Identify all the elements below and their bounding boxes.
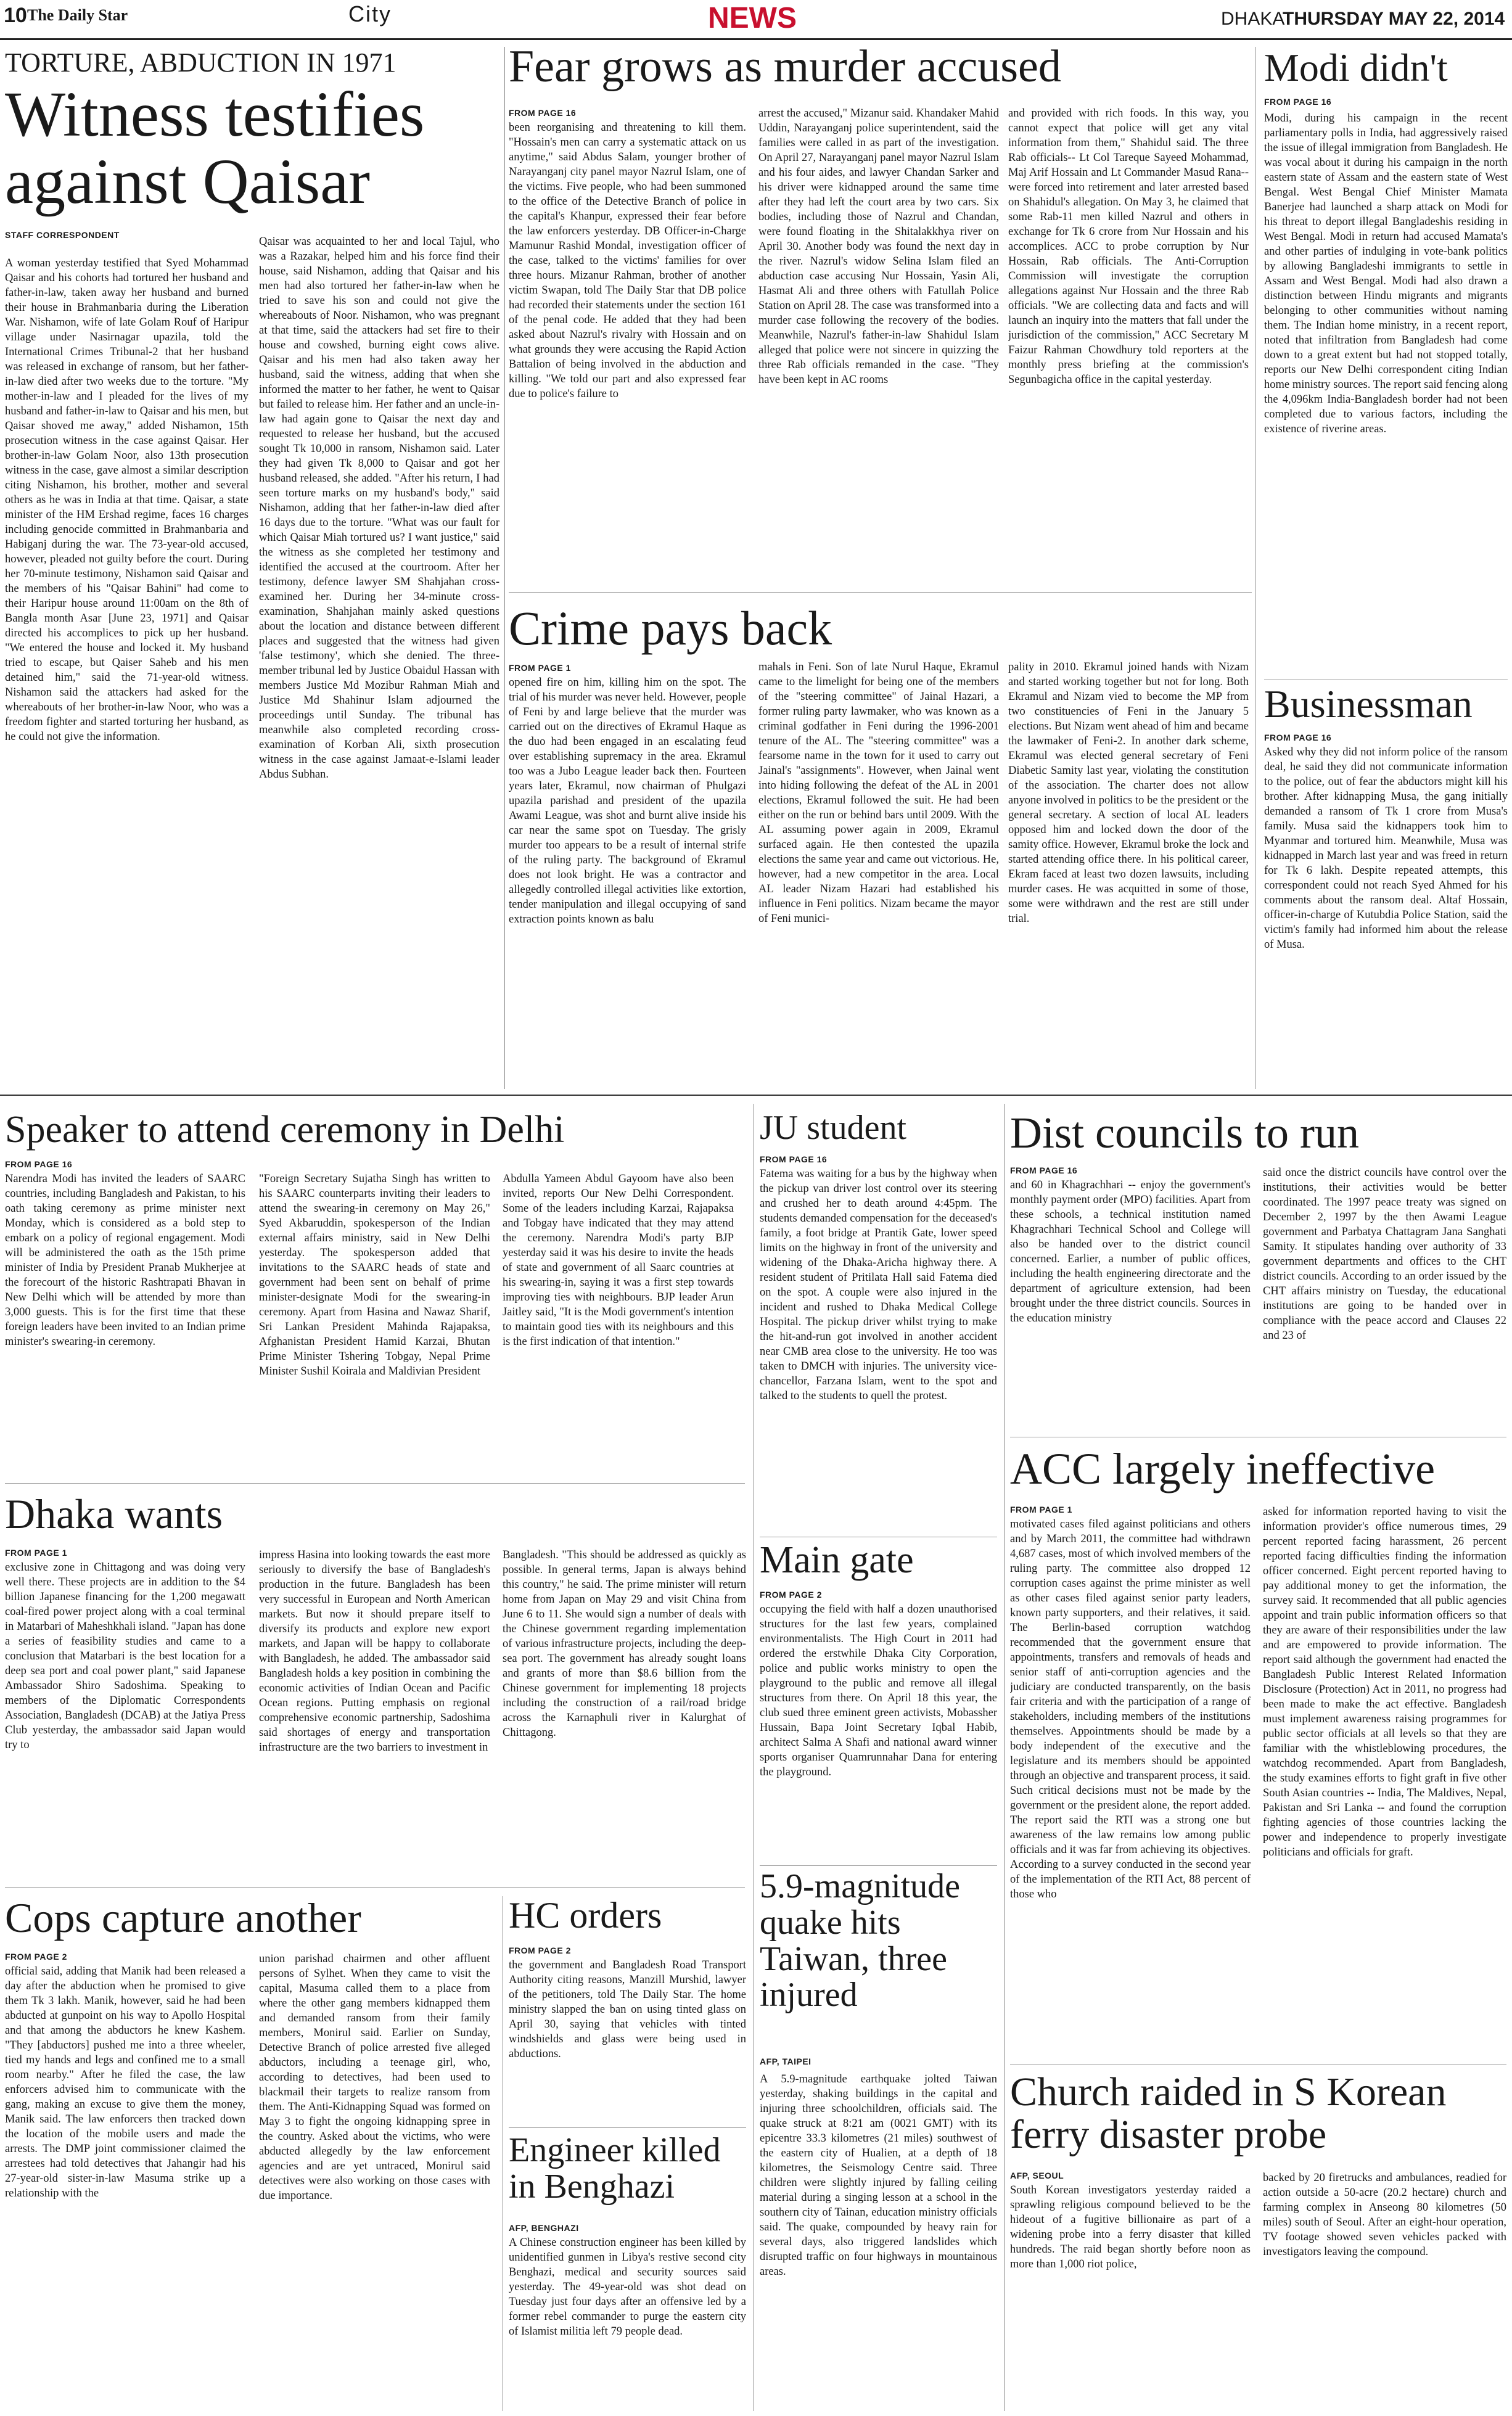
article-body: Qaisar was acquainted to her and local Tajul, who was a Razakar, helped him and his force find their house, said Nishamon, adding that Qaisar and his men had also tortured her father-in-law when he tried to save his son and could not give the whereabouts of Noor. Nishamon, who was pregnant at that time, said the attackers had set fire to their house and cowshed, burning eight cows alive. Qaisar and his men had also taken away her husband, said the witness, adding that when she informed the matter to her father, he went to Qaisar but failed to release him. Her father and an uncle-in-law had again gone to Qaisar the next day and requested to release her husband, but the accused sought Tk 10,000 in ransom, Nishamon said. Later they had given Tk 8,000 to Qaisar and got her husband released, she added. "After his return, I had seen torture marks on my husband's body," said Nishamon, adding that her father-in-law died after 16 days due to the torture. "What was our fault for which Qaisar Miah tortured us? I want justice," said the witness as she completed her testimony and identified the accused at the courtroom. After her testimony, defence lawyer SM Shahjahan cross-examined her. During her 34-minute cross-examination, Shahjahan mainly asked questions about the location and distance between different places and suggested that the witness had given 'false testimony', which she denied. The three-member tribunal led by Justice Obaidul Hassan with members Justice Md Mozibur Rahman Miah and Justice Md Shahinur Islam adjourned the proceedings until Sunday. The tribunal has meanwhile also completed recording cross-examination of Korban Ali, sixth prosecution witness in the case against Jamaat-e-Islami leader Abdus Subhan.	[259, 236, 499, 781]
masthead	[0, 0, 1512, 40]
article-body: "Foreign Secretary Sujatha Singh has written to his SAARC counterparts inviting their leaders to attend the swearing-in ceremony on May 26," Syed Akbaruddin, spokesperson of the Indian external affairs ministry, said in New Delhi yesterday. The spokesperson added that invitations to the SAARC heads of state and government had been sent on behalf of prime minister-designate Modi for the swearing-in ceremony. Apart from Hasina and Nawaz Sharif, Sri Lankan President Mahinda Rajapaksa, Afghanistan President Hamid Karzai, Bhutan Prime Minister Tshering Tobgay, Nepal Prime Minister Sushil Koirala and Maldivian President	[259, 1173, 490, 1378]
divider	[760, 1865, 997, 1866]
byline: FROM PAGE 1	[509, 663, 571, 673]
headline: Businessman	[1264, 682, 1473, 726]
byline: FROM PAGE 1	[1010, 1505, 1072, 1514]
paper-name: The Daily Star	[27, 6, 128, 24]
article-body: official said, adding that Manik had been released a day after the abduction when he promised to give them Tk 3 lakh. Manik, however, said he had been abducted at gunpoint on his way to Apollo Hospital and that among the abductors he knew Kashem. "They [abductors] pushed me into a three wheeler, tied my hands and legs and confined me to a small room nearby." After he filed the case, the law enforcers advised him to communicate with the gang, making an excuse to give them the money, Manik said. The law enforcers then tracked down the location of the mobile users and made the arrests. The DMP joint commissioner claimed the arrestees had told detectives that Jahangir had his 27-year-old sister-in-law Masuma strike up a relationship with the	[5, 1965, 245, 2200]
article-body: exclusive zone in Chittagong and was doing very well there. These projects are in addition to the $4 billion Japanese financing for the 1,200 megawatt coal-fired power project along with a coal terminal in Matarbari of Maheshkhali island. "Japan has done a series of feasibility studies and came to a conclusion that Matarbari is the best location for a deep sea port and coal power plant," said Japanese Ambassador Shiro Sadoshima. Speaking to members of the Diplomatic Correspondents Association, Bangladesh (DCAB) at the Jatiya Press Club yesterday, the ambassador said Japan would try to	[5, 1561, 245, 1751]
article-body: South Korean investigators yesterday raided a sprawling religious compound believed to be the hideout of a fugitive billionaire as part of a widening probe into a ferry disaster that killed hundreds. The raid began shortly before noon as more than 1,000 riot police,	[1010, 2184, 1251, 2270]
byline: FROM PAGE 16	[760, 1154, 828, 1164]
article-body: the government and Bangladesh Road Transport Authority citing reasons, Manzill Murshid, lawyer of the petitioners, told The Daily Star. The home ministry slapped the ban on using tinted glass on April 30, saying that vehicles with tinted windshields and glass were being used in abductions.	[509, 1959, 746, 2060]
article-body: occupying the field with half a dozen unauthorised structures for the last few years, complained environmentalists. The High Court in 2011 had ordered the erstwhile Dhaka City Corporation, police and public works ministry to open the playground to the public and remove all illegal structures from there. On April 18 this year, the club sued three eminent green activists, Mobassher Hussain, Bapa Joint Secretary Iqbal Habib, architect Salma A Shafi and national award winner sports organiser Quamrunnahar Dana for entering the playground.	[760, 1603, 997, 1778]
byline: FROM PAGE 2	[760, 1590, 822, 1600]
divider	[5, 1887, 745, 1888]
article-body: A Chinese construction engineer has been killed by unidentified gunmen in Libya's restive second city Benghazi, medical and security sources said yesterday. The 49-year-old was shot dead on Tuesday just four days after an offensive led by a former rebel commander to purge the eastern city of Islamist militia left 79 people dead.	[509, 2237, 746, 2338]
byline: AFP, SEOUL	[1010, 2171, 1064, 2180]
headline: ACC largely ineffective	[1010, 1444, 1436, 1494]
headline: Cops capture another	[5, 1894, 361, 1941]
article-body: Bangladesh. "This should be addressed as quickly as possible. In general terms, Japan is always behind this country," he said. The prime minister will return home from Japan on May 29 and visit China from June 6 to 11. She would sign a number of deals with the Chinese government regarding implementation of various infrastructure projects, including the deep-sea port. The government has already sought loans and grants of more than $8.6 billion from the Chinese government for implementing 18 projects including the construction of a rail/road bridge across the Karnaphuli river in Kalurghat of Chittagong.	[503, 1549, 746, 1739]
article-body: Asked why they did not inform police of the ransom deal, he said they did not communicate information to the police, out of fear the abductors might kill his brother. After kidnapping Musa, the gang initially demanded a ransom of Tk 1 crore from Musa's family. Musa said the kidnappers took him to Myanmar and tortured him. Meanwhile, Musa was kidnapped in March last year and was freed in return for Tk 6 lakh. Despite repeated attempts, this correspondent could not reach Syed Ahmed for his comments about the ransom deal. Altaf Hossain, officer-in-charge of Kutubdia Police Station, said the victim's family had informed him about the release of Musa.	[1264, 746, 1508, 951]
column-divider	[1004, 1104, 1005, 2411]
kicker: TORTURE, ABDUCTION IN 1971	[5, 47, 396, 78]
byline: FROM PAGE 16	[509, 108, 577, 118]
headline: Main gate	[760, 1539, 914, 1581]
article-body: opened fire on him, killing him on the spot. The trial of his murder was never held. However, people of Feni by and large believe that the murder was carried out on the directives of Ekramul Haque as the duo had been engaged in an escalating feud over establishing supremacy in the area. Ekramul too was a Jubo League leader back then. Fourteen years later, Ekramul, now chairman of Phulgazi upazila parishad and president of the upazila Awami League, was shot and burnt alive inside his car near the same spot on Tuesday. The grisly murder too appears to be a result of internal strife of the ruling party. The background of Ekramul does not look bright. He was a contractor and allegedly controlled illegal activities like extortion, tender manipulation and illegal occupying of sand extraction points known as balu	[509, 676, 746, 926]
page-number: 10	[4, 4, 27, 27]
article-body: union parishad chairmen and other affluent persons of Sylhet. When they came to visit the capital, Masuma called them to a place from where the other gang members kidnapped them and demanded ransom from their family members, Monirul said. Earlier on Sunday, Detective Branch of police arrested five alleged abductors, including a teenage girl, who, according to detectives, had been used to blackmail their targets to realize ransom from them. The Anti-Kidnapping Squad was formed on May 3 to fight the ongoing kidnapping spree in the country. Asked about the victims, who were abducted allegedly by the law enforcement agencies and are yet untraced, Monirul said detectives were also working on those cases with due importance.	[259, 1953, 490, 2202]
byline: FROM PAGE 16	[5, 1159, 73, 1169]
byline: FROM PAGE 2	[509, 1946, 571, 1955]
headline: Witness testifies against Qaisar	[5, 79, 425, 218]
byline: AFP, TAIPEI	[760, 2056, 811, 2066]
byline: FROM PAGE 16	[1264, 733, 1332, 742]
byline: FROM PAGE 2	[5, 1952, 67, 1962]
article-body: and provided with rich foods. In this way, you cannot expect that police will get any vital information from them," Shahidul said. The three Rab officials-- Lt Col Tareque Sayeed Mohammad, Maj Arif Hossain and Lt Commander Masud Rana-- were forced into retirement and later arrested based on Shahidul's allegation. On May 3, he claimed that some Rab-11 men killed Nazrul and others in exchange for Tk 6 crore from Nur Hossain and his accomplices. ACC to probe corruption by Nur Hossain, Rab officials. The Anti-Corruption Commission will investigate the corruption allegations against Nur Hossain and the three Rab officials. "We are collecting data and facts and will launch an inquiry into the matters that fall under the jurisdiction of the commission," ACC Secretary M Faizur Rahman Chowdhury told reporters at the monthly press briefing at the commission's Segunbagicha office in the capital yesterday.	[1008, 107, 1249, 386]
headline: Engineer killed in Benghazi	[509, 2131, 721, 2206]
article-body: said once the district councils have control over the institutions, their activities would be better coordinated. The 1997 peace treaty was signed on December 2, 1997 by the then Awami League government and Parbatya Chattagram Jana Sanghati Samity. It stipulates handing over authority of 33 government departments and offices to the CHT district councils. According to an order issued by the CHT affairs ministry on Tuesday, the educational institutions are going to be handed over in compliance with the peace accord and Clauses 22 and 23 of	[1263, 1167, 1506, 1342]
divider	[509, 2127, 746, 2128]
headline: Dist councils to run	[1010, 1108, 1359, 1157]
headline: Fear grows as murder accused	[509, 41, 1061, 92]
article-body: Fatema was waiting for a bus by the highway when the pickup van driver lost control over its steering and crushed her to death around 4:45pm. The students demanded compensation for the deceased's family, a foot bridge at Prantik Gate, lower speed limits on the highway in front of the university and widening of the Dhaka-Aricha highway there. A resident student of Pritilata Hall said Fatema died on the spot. A couple were also injured in the incident and rushed to Dhaka Medical College Hospital. The pickup driver whilst trying to make the hit-and-run got involved in another accident near CMB area close to the university. He too was taken to DMCH with injuries. The university vice-chancellor, Farzana Islam, went to the spot and talked to the students to quell the protest.	[760, 1168, 997, 1402]
section-rule	[0, 1095, 1512, 1096]
divider	[509, 592, 1252, 593]
column-divider	[504, 47, 505, 1089]
article-body: arrest the accused," Mizanur said. Khandaker Mahid Uddin, Narayanganj police superintendent, said the families were called in as part of the investigation. On April 27, Narayanganj panel mayor Nazrul Islam and his four aides, and lawyer Chandan Sarker and his driver were kidnapped around the same time after they had left the court area by two cars. Six bodies, including those of Nazrul and Chandan, were found floating in the Shitalakkhya river on April 30. Another body was found the next day in the river. Nazrul's widow Selina Islam filed an abduction case accusing Nur Hossain, Yasin Ali, Hasmat Ali and three others with Fatullah Police Station on April 28. The case was transformed into a murder case following the recovery of the bodies. Meanwhile, Nazrul's father-in-law Shahidul Islam alleged that police were not sincere in quizzing the three Rab officials remanded in the case. "They have been kept in AC rooms	[758, 107, 999, 386]
article-body: backed by 20 firetrucks and ambulances, readied for action outside a 50-acre (20.2 hectare) church and farming complex in Anseong 80 kilometres (50 miles) south of Seoul. After an eight-hour operation, TV footage showed seven vehicles packed with investigators leaving the compound.	[1263, 2172, 1506, 2258]
byline: AFP, BENGHAZI	[509, 2223, 579, 2233]
article-body: A 5.9-magnitude earthquake jolted Taiwan yesterday, shaking buildings in the capital and injuring three schoolchildren, officials said. The quake struck at 8:21 am (0021 GMT) with its epicentre 33.3 kilometres (21 miles) southwest of the eastern city of Hualien, at a depth of 18 kilometres, the Seismology Centre said. Three children were slightly injured by falling ceiling material during a singing lesson at a school in the southern city of Tainan, education ministry officials said. The quake, compounded by heavy rain for several days, also triggered landslides which disrupted traffic on four highways in mountainous areas.	[760, 2073, 997, 2278]
article-body: pality in 2010. Ekramul joined hands with Nizam and started working together but not for long. Both Ekramul and Nizam vied to become the MP from two constituencies of Feni in the January 5 elections. But Nizam went ahead of him and became the lawmaker of Feni-2. In another dark scheme, Ekramul was elected general secretary of Feni Diabetic Samity last year, violating the constitution of the association. The charter does not allow anyone involved in politics to be the president or the general secretary. A section of local AL leaders opposed him and locked down the door of the samity office. However, Ekramul broke the lock and started attending office there. In his political career, Ekram faced at least two dozen lawsuits, including murder cases. He was acquitted in some of those, some were withdrawn and the rest are still under trial.	[1008, 661, 1249, 925]
headline: JU student	[760, 1109, 906, 1147]
headline: Speaker to attend ceremony in Delhi	[5, 1109, 565, 1151]
headline: Dhaka wants	[5, 1490, 223, 1537]
byline: STAFF CORRESPONDENT	[5, 230, 120, 240]
article-body: Narendra Modi has invited the leaders of SAARC countries, including Bangladesh and Pakistan, to his oath taking ceremony as prime minister next Monday, which is considered as a bold step to embark on a policy of regional engagement. Modi will be administered the oath as the 15th prime minister of India by President Pranab Mukherjee at the forecourt of the historic Rashtrapati Bhavan in New Delhi which will be attended by more than 3,000 guests. This is for the first time that these foreign leaders have been invited to an Indian prime minister's swearing-in ceremony.	[5, 1173, 245, 1348]
article-body: motivated cases filed against politicians and others and by March 2011, the committee had withdrawn 4,687 cases, most of which involved members of the ruling party. The committee also dropped 12 corruption cases against the prime minister as well as other cases filed against senior party leaders, known party supporters, and their relatives, it said. The Berlin-based corruption watchdog recommended that the government ensure that appointments, transfers and removals of heads and senior staff of anti-corruption agencies and the judiciary are conducted transparently, on the basis fair criteria and with the participation of a range of stakeholders, including members of the institutions themselves. Appointments should be made by a body independent of the executive and the legislature and its members should be appointed through an objective and transparent process, it said. Such critical decisions must not be made by the government or the president alone, the report added. The report said the RTI was a strong one but awareness of the law remains low among public officials and it was far from achieving its objectives. According to a survey conducted in the second year of the implementation of the RTI Act, 88 percent of those who	[1010, 1518, 1251, 1900]
news-label: NEWS	[708, 2, 797, 35]
article-body: Abdulla Yameen Abdul Gayoom have also been invited, reports Our New Delhi Correspondent. Some of the leaders including Karzai, Rajapaksa and Tobgay have indicated that they may attend the ceremony. Narendra Modi's party BJP yesterday said it was his desire to invite the heads of state and government of all Saarc countries at his swearing-in, saying it was a first step towards improving ties with neighbours. BJP leader Arun Jaitley said, "It is the Modi government's intention to maintain good ties with its neighbours and this is the first indication of that intention."	[503, 1173, 734, 1348]
article-body: asked for information reported having to visit the information provider's office numerous times, 29 percent reported facing harassment, 26 percent reported facing difficulties finding the information officer concerned. Eight percent reported having to pay additional money to get the information, the survey said. It recommended that all public agencies appoint and train public information officers so that they are aware of their responsibilities under the law and are empowered to provide information. The report said although the government had enacted the Bangladesh Public Interest Related Information Disclosure (Protection) Act in 2011, no progress had been made to make the act effective. Bangladesh must implement awareness raising programmes for public sector officials at all levels so that they are familiar with the whistleblowing procedures, the watchdog recommended. Apart from Bangladesh, the study examines efforts to fight graft in five other South Asian countries -- India, The Maldives, Nepal, Pakistan and Sri Lanka -- and found the corruption fighting agencies of those countries lacking the power and independence to properly investigate politicians and officials for graft.	[1263, 1506, 1506, 1859]
article-qaisar	[5, 47, 498, 240]
headline: 5.9-magnitude quake hits Taiwan, three injured	[760, 1867, 961, 2015]
byline: FROM PAGE 16	[1264, 97, 1332, 107]
article-body: Modi, during his campaign in the recent parliamentary polls in India, had aggressively raised the issue of illegal immigration from Bangladesh. He was vocal about it during his campaign in the north eastern state of Assam and the eastern state of West Bengal. West Bengal Chief Minister Mamata Banerjee had launched a sharp attack on Modi for his threat to deport illegal Bangladeshis residing in West Bengal. Modi in return had accused Mamata's and other parties of indulging in vote-bank politics by allowing Bangladeshi immigrants to settle in Assam and West Bengal. Modi had also drawn a distinction between Hindu migrants and migrants belonging to other communities without naming them. The Indian home ministry, in a recent report, noted that infiltration from Bangladesh had come down to a great extent but had not stopped totally, reports our New Delhi correspondent citing Indian home ministry sources. The report said fencing along the 4,096km India-Bangladesh border had not been completed due to various factors, including the existence of riverine areas.	[1264, 112, 1508, 435]
article-body: mahals in Feni. Son of late Nurul Haque, Ekramul came to the limelight for being one of the members of the "steering committee" of Jainal Hazari, a former ruling party lawmaker, who was known as a criminal godfather in Feni during the 1996-2001 tenure of the AL. The "steering committee" was a fearsome name in the town for it used to carry out Jainal's "assignments". However, when Jainal went into hiding following the defeat of the AL in 2001 elections, Ekramul followed the suit. He had been either on the run or behind bars until 2009. With the AL assuming power again in 2009, Ekramul surfaced again. He then contested the upazila elections the same year and came out victorious. He, however, had a new competitor in the area. Local AL leader Nizam Hazari had established his influence in Feni politics. Nizam became the mayor of Feni munici-	[758, 661, 999, 925]
headline: Crime pays back	[509, 601, 832, 655]
article-body: A woman yesterday testified that Syed Mohammad Qaisar and his cohorts had tortured her husband and father-in-law, taken away her husband and burned their house in Brahmanbaria during the Liberation War. Nishamon, wife of late Golam Rouf of Haripur village under Nasirnagar upazila, told the International Crimes Tribunal-2 that her husband was released in exchange of ransom, but her father-in-law died after two weeks due to the torture. "My mother-in-law and I pleaded for the lives of my husband and father-in-law to Qaisar and his men, but Qaisar shoved me away," added Nishamon, 15th prosecution witness in the case against Qaisar. Her brother-in-law Golam Noor, also 13th prosecution witness in the case, gave almost a similar description citing Nishamon, his brother, mother and several others as he was in India at that time. Qaisar, a state minister of the HM Ershad regime, faces 16 charges including genocide committed in Brahmanbaria and Habiganj during the war. The 73-year-old accused, however, pleaded not guilty before the court. During her 70-minute testimony, Nishamon said Qaisar and the members of his "Qaisar Bahini" had come to their Haripur house around 11:00am on the 8th of Bangla month Asar [June 23, 1971] and Qaisar directed his accomplices to pick up her husband. "We entered the house and locked it. My husband tried to escape, but Qaiser Saheb and his men detained him," said the 71-year-old witness. Nishamon said the attackers had asked for the whereabouts of her brother-in-law Noor, who was a freedom fighter and started torturing her husband, as he could not give the information.	[5, 257, 249, 743]
article-body: been reorganising and threatening to kill them. "Hossain's men can carry a systematic attack on us anytime," said Abdus Salam, younger brother of Narayanganj city panel mayor Nazrul Islam, one of the victims. Five people, who had been summoned to the office of the Detective Branch of police in the capital's Khanpur, expressed their fear before the law enforcers yesterday. DB Officer-in-Charge Mamunur Rashid Mondal, investigation officer of the case, talked to the victims' families for over three hours. Mizanur Rahman, brother of another victim Swapan, told The Daily Star that DB police had recorded their statements under the section 161 of the penal code. He added that they had been asked about Nazrul's rivalry with Hossain and on what grounds they were accusing the Rapid Action Battalion of being involved in the abduction and killing. "We told our part and also expressed fear due to police's failure to	[509, 121, 746, 400]
divider	[5, 1483, 745, 1484]
section-name: City	[348, 1, 392, 27]
article-body: and 60 in Khagrachhari -- enjoy the government's monthly payment order (MPO) facilities. Apart from these schools, a technical institution named Khagrachhari Technical School and College will also be handed over to the district council concerned. Earlier, a number of public offices, including the health engineering directorate and the department of agriculture extension, had been brought under the three district councils. Sources in the education ministry	[1010, 1179, 1251, 1325]
byline: FROM PAGE 1	[5, 1548, 67, 1558]
headline: Modi didn't	[1264, 46, 1448, 89]
headline: HC orders	[509, 1895, 662, 1936]
date-prefix: DHAKA	[1221, 9, 1285, 29]
article-body: impress Hasina into looking towards the east more seriously to diversify the base of Bangladesh's production in the future. Bangladesh has been very successful in European and North American markets. But now it should prepare itself to diversify its products and explore new export markets, and Japan will be happy to collaborate with Bangladesh, he added. The ambassador said Bangladesh holds a key position in combining the economic activities of Indian Ocean and Pacific Ocean regions. Putting emphasis on regional comprehensive economic partnership, Sadoshima said shortages of energy and transportation infrastructure are the two barriers to investment in	[259, 1549, 490, 1754]
issue-date: THURSDAY MAY 22, 2014	[1283, 9, 1505, 29]
headline: Church raided in S Korean ferry disaster probe	[1010, 2069, 1447, 2158]
byline: FROM PAGE 16	[1010, 1165, 1078, 1175]
